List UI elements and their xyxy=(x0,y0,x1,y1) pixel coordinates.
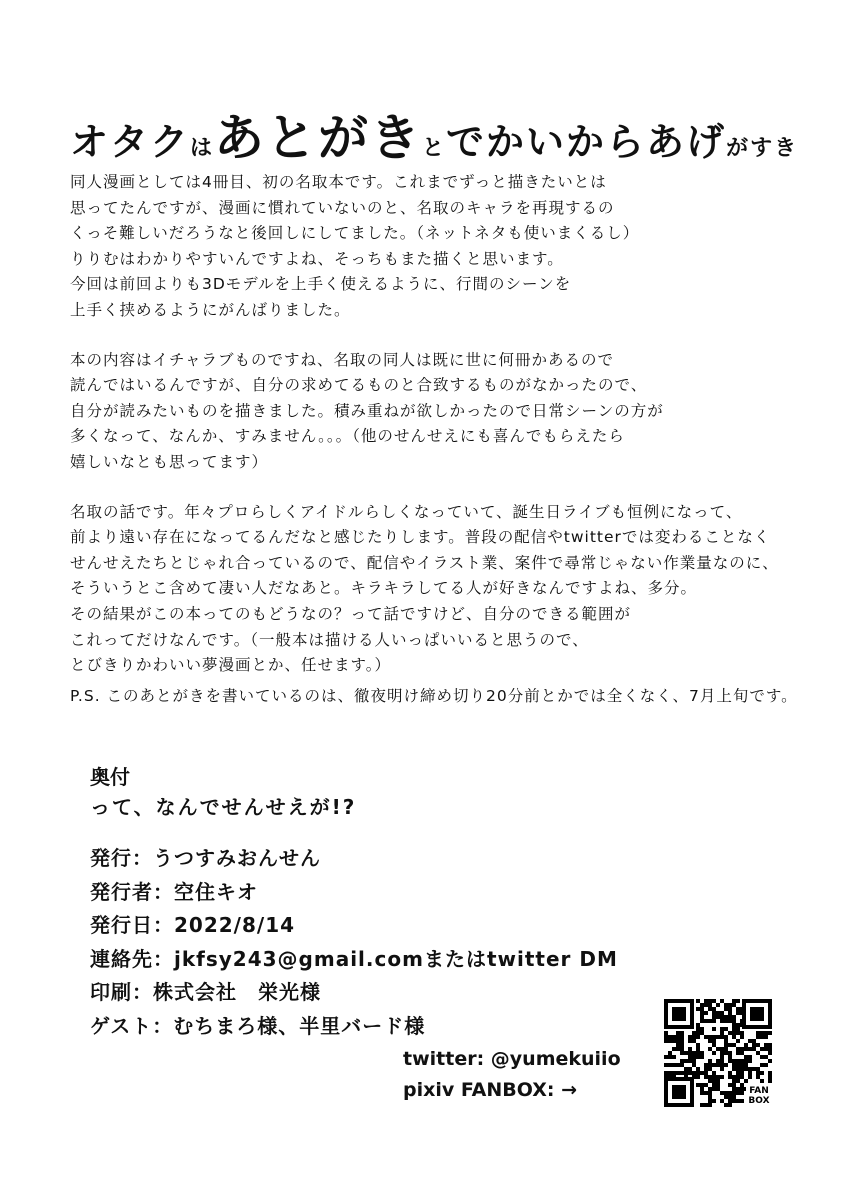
text-line: 嬉しいなとも思ってます） xyxy=(70,452,269,471)
title-part-gasuki: がすき xyxy=(726,136,799,161)
text-line: りりむはわかりやすいんですよね、そっちもまた描くと思います。 xyxy=(70,249,564,268)
qr-label-box: BOX xyxy=(748,1096,770,1106)
colophon-date: 発行日：2022/8/14 xyxy=(90,913,296,937)
fanbox-link[interactable]: pixiv FANBOX: → xyxy=(403,1079,578,1101)
paragraph-1 xyxy=(70,170,810,324)
postscript: P.S. このあとがきを書いているのは、徹夜明け締め切り20分前とかでは全くなく、7月上旬です。 xyxy=(70,687,798,705)
text-line: 上手く挟めるようにがんばりました。 xyxy=(70,300,351,319)
qr-code-icon[interactable] xyxy=(662,997,774,1109)
colophon-publisher: 発行：うつすみおんせん xyxy=(90,846,321,870)
text-line: 自分が読みたいものを描きました。積み重ねが欲しかったので日常シーンの方が xyxy=(70,401,664,420)
text-line: 名取の話です。年々プロらしくアイドルらしくなっていて、誕生日ライブも恒例になって、 xyxy=(70,502,743,521)
afterword-title xyxy=(70,98,810,170)
text-line: これってだけなんです。（一般本は描ける人いっぱいいると思うので、 xyxy=(70,630,589,649)
text-line: その結果がこの本ってのもどうなの？って話ですけど、自分のできる範囲が xyxy=(70,604,632,623)
paragraph-3 xyxy=(70,500,810,679)
text-line: 同人漫画としては4冊目、初の名取本です。これまでずっと描きたいとは xyxy=(70,173,607,191)
text-line: 本の内容はイチャラブものですね、名取の同人は既に世に何冊かあるので xyxy=(70,350,615,369)
colophon-guests: ゲスト：むちまろ様、半里バード様 xyxy=(90,1013,426,1038)
book-title: って、なんでせんせえが!? xyxy=(90,795,357,819)
text-line: とびきりかわいい夢漫画とか、任せます。） xyxy=(70,656,392,675)
title-part-ha: は xyxy=(190,136,215,161)
text-line: くっそ難しいだろうなと後回しにしてました。（ネットネタも使いまくるし） xyxy=(70,224,640,243)
text-line: 読んではいるんですが、自分の求めてるものと合致するものがなかったので、 xyxy=(70,376,648,395)
title-part-otaku: オタク xyxy=(70,120,191,164)
colophon-issuer: 発行者：空住キオ xyxy=(90,879,258,904)
text-line: 今回は前回よりも3Dモデルを上手く使えるように、行間のシーンを xyxy=(70,275,572,294)
paragraph-2 xyxy=(70,348,810,476)
twitter-link[interactable]: twitter: @yumekuiio xyxy=(403,1048,621,1070)
colophon-printer: 印刷：株式会社 栄光様 xyxy=(90,980,321,1004)
text-line: 前より遠い存在になってるんだなと感じたりします。普段の配信やtwitterでは変わることなく xyxy=(70,528,771,547)
text-line: 多くなって、なんか、すみません。。。（他のせんせえにも喜んでもらえたら xyxy=(70,427,625,446)
social-links xyxy=(403,1044,621,1106)
text-line: せんせえたちとじゃれ合っているので、配信やイラスト業、案件で尋常じゃない作業量なのに、 xyxy=(70,553,779,572)
text-line: 思ってたんですが、漫画に慣れていないのと、名取のキャラを再現するの xyxy=(70,198,615,217)
title-part-atogaki: あとがき xyxy=(214,109,423,167)
text-line: そういうとこ含めて凄い人だなあと。キラキラしてる人が好きなんですよね、多分。 xyxy=(70,579,698,598)
title-part-karaage: でかいからあげ xyxy=(446,120,727,164)
colophon-contact: 連絡先：jkfsy243@gmail.comまたはtwitter DM xyxy=(90,946,618,971)
title-part-to: と xyxy=(422,136,447,161)
colophon xyxy=(90,762,618,1043)
afterword-body xyxy=(70,170,810,703)
qr-label-fan: FAN xyxy=(749,1086,769,1096)
colophon-heading: 奥付 xyxy=(90,765,130,789)
